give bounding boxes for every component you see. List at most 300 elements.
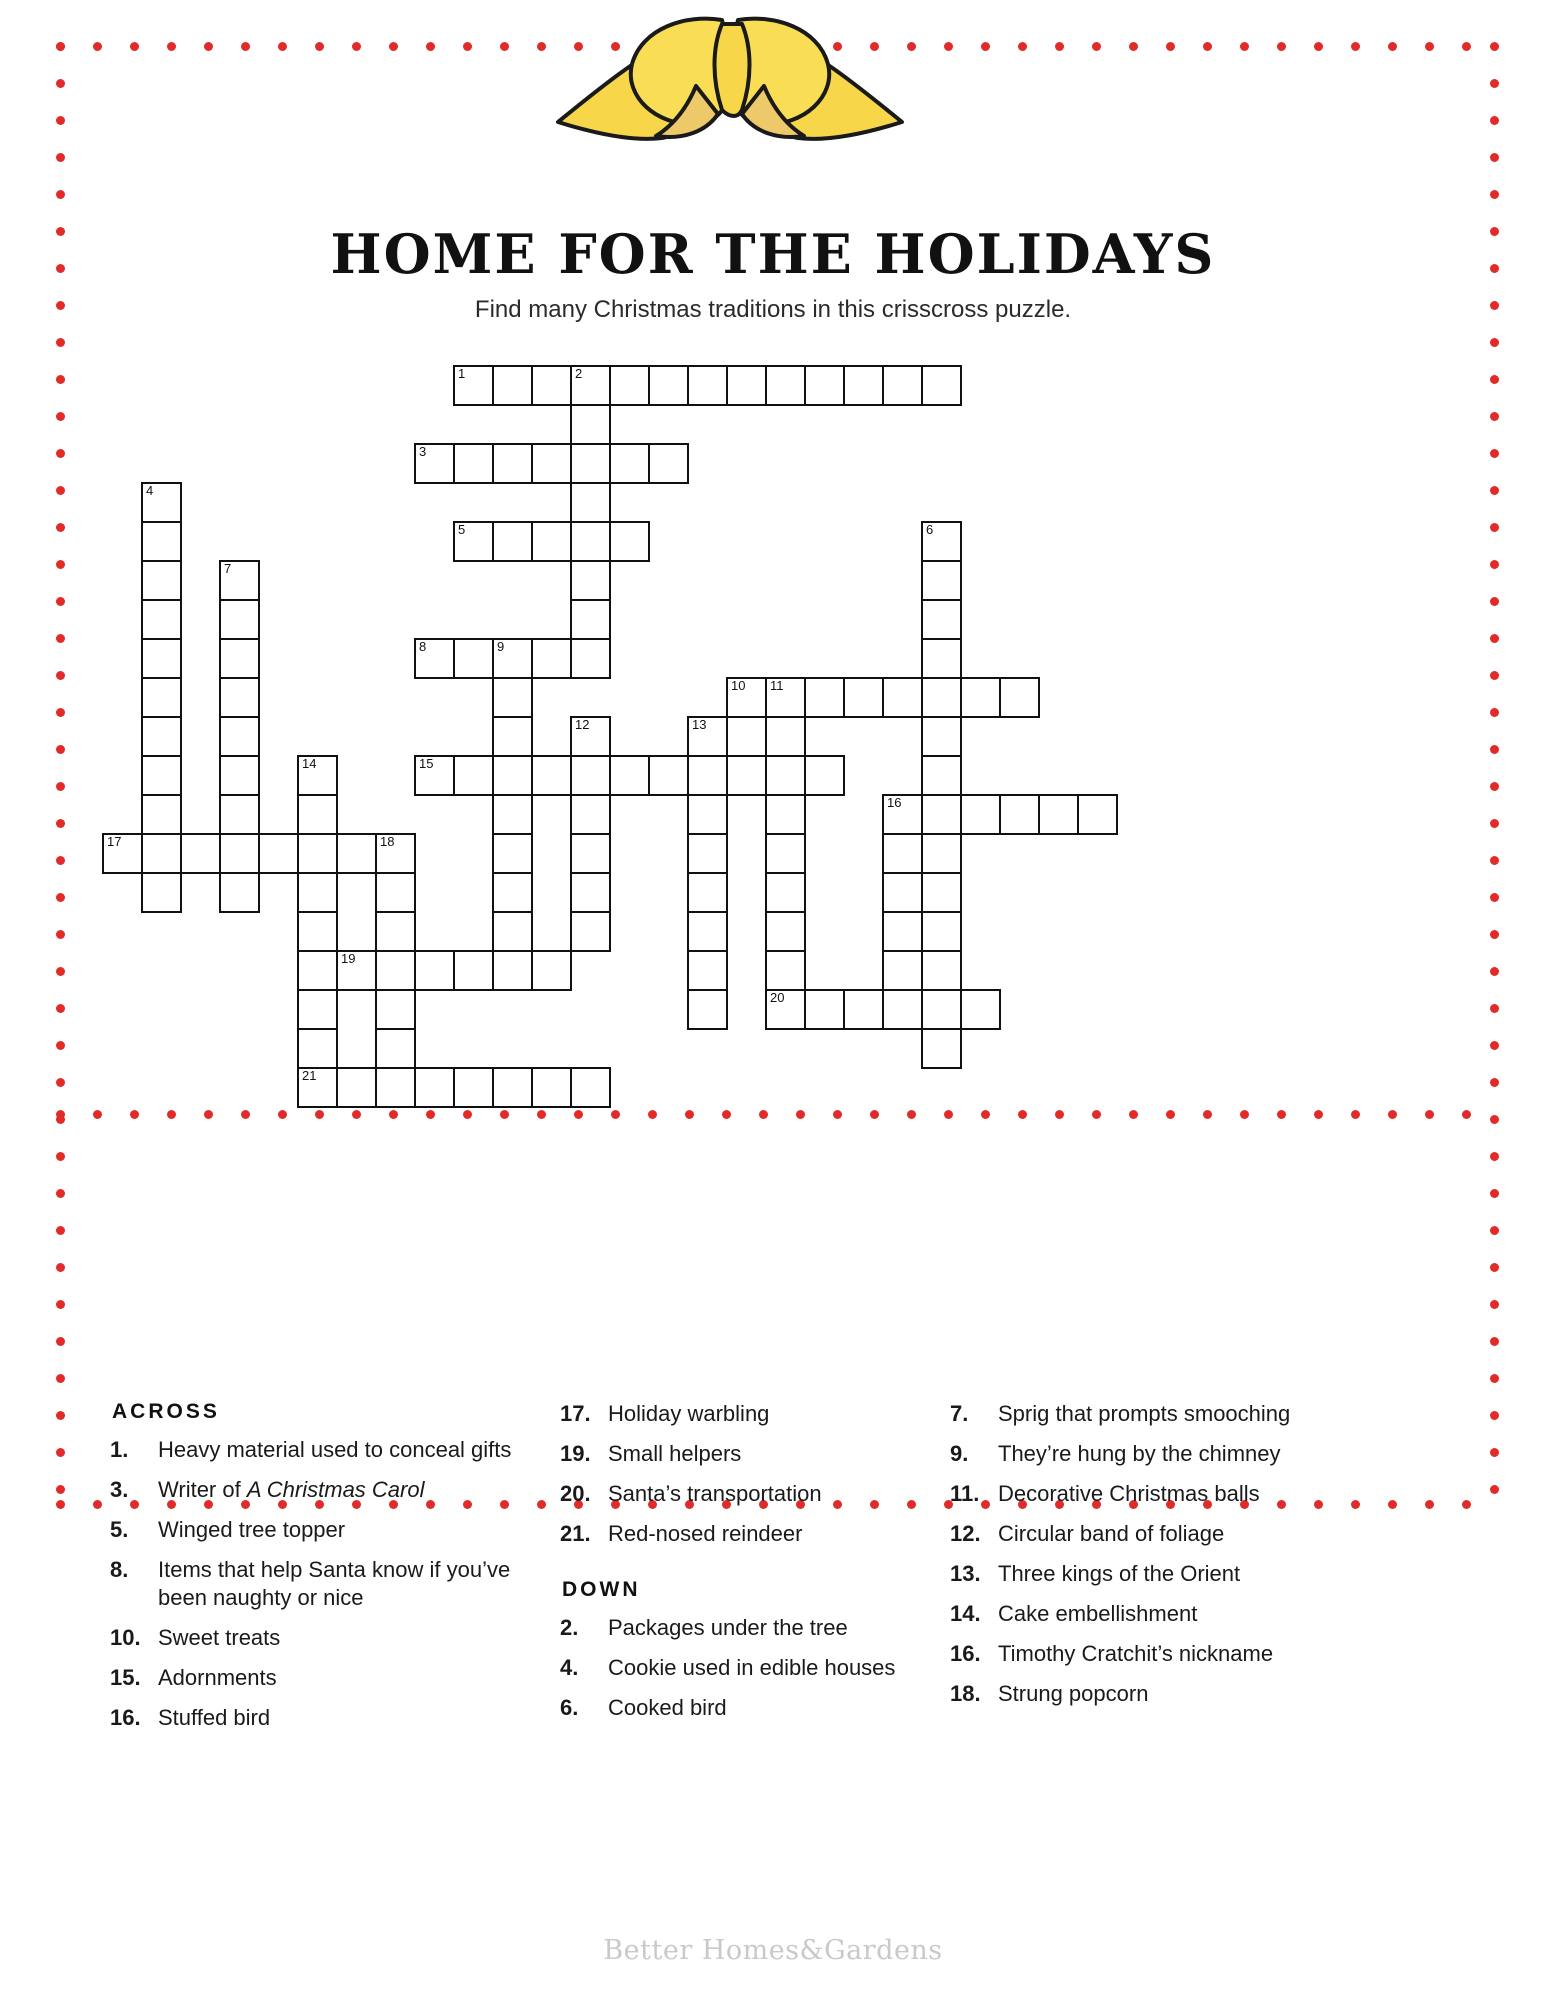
crossword-cell[interactable] bbox=[297, 833, 338, 874]
clue-item bbox=[110, 1704, 540, 1732]
border-dot bbox=[56, 190, 65, 199]
cell-number: 18 bbox=[380, 834, 395, 849]
crossword-cell[interactable] bbox=[375, 911, 416, 952]
clue-number: 5. bbox=[110, 1517, 129, 1542]
crossword-cell[interactable] bbox=[492, 794, 533, 835]
crossword-cell[interactable] bbox=[921, 950, 962, 991]
across-heading: ACROSS bbox=[112, 1400, 220, 1423]
ribbon-bow-icon bbox=[490, 14, 970, 149]
crossword-cell[interactable] bbox=[882, 950, 923, 991]
crossword-cell[interactable] bbox=[843, 365, 884, 406]
crossword-cell[interactable] bbox=[921, 365, 962, 406]
cell-number: 19 bbox=[341, 951, 356, 966]
crossword-cell[interactable] bbox=[921, 989, 962, 1030]
crossword-cell[interactable] bbox=[297, 794, 338, 835]
crossword-cell[interactable] bbox=[804, 677, 845, 718]
cell-number: 8 bbox=[419, 639, 427, 654]
crossword-cell[interactable] bbox=[141, 560, 182, 601]
crossword-cell[interactable] bbox=[297, 911, 338, 952]
clue-number: 19. bbox=[560, 1441, 591, 1466]
border-dot bbox=[241, 42, 250, 51]
crossword-cell[interactable] bbox=[609, 521, 650, 562]
crossword-cell[interactable] bbox=[843, 989, 884, 1030]
clue-number: 7. bbox=[950, 1401, 969, 1426]
border-dot bbox=[1166, 1110, 1175, 1119]
crossword-cell[interactable] bbox=[687, 911, 728, 952]
crossword-cell[interactable] bbox=[531, 443, 572, 484]
crossword-cell[interactable] bbox=[414, 755, 455, 796]
border-dot bbox=[1490, 190, 1499, 199]
crossword-cell[interactable] bbox=[492, 716, 533, 757]
crossword-cell[interactable] bbox=[921, 911, 962, 952]
border-dot bbox=[463, 42, 472, 51]
crossword-cell[interactable] bbox=[687, 872, 728, 913]
crossword-cell[interactable] bbox=[375, 833, 416, 874]
border-dot bbox=[1490, 1300, 1499, 1309]
crossword-cell[interactable] bbox=[687, 950, 728, 991]
crossword-cell[interactable] bbox=[531, 365, 572, 406]
border-dot bbox=[463, 1110, 472, 1119]
crossword-cell[interactable] bbox=[375, 1028, 416, 1069]
crossword-cell[interactable] bbox=[219, 872, 260, 913]
border-dot bbox=[648, 1110, 657, 1119]
crossword-cell[interactable] bbox=[570, 794, 611, 835]
border-dot bbox=[1425, 1500, 1434, 1509]
crossword-cell[interactable] bbox=[921, 755, 962, 796]
crossword-cell[interactable] bbox=[765, 911, 806, 952]
clue-number: 6. bbox=[560, 1695, 579, 1720]
crossword-cell[interactable] bbox=[141, 755, 182, 796]
border-dot bbox=[56, 1300, 65, 1309]
crossword-cell[interactable] bbox=[141, 482, 182, 523]
border-dot bbox=[944, 1110, 953, 1119]
crossword-cell[interactable] bbox=[921, 833, 962, 874]
border-dot bbox=[1203, 1110, 1212, 1119]
border-dot bbox=[56, 338, 65, 347]
page-subtitle: Find many Christmas traditions in this crisscross puzzle. bbox=[474, 296, 1072, 323]
border-dot bbox=[1129, 42, 1138, 51]
clue-column-3 bbox=[950, 1400, 1420, 1720]
border-dot bbox=[56, 116, 65, 125]
border-dot bbox=[1462, 1110, 1471, 1119]
clue-number: 18. bbox=[950, 1681, 981, 1706]
crossword-grid[interactable] bbox=[0, 365, 1546, 1105]
clue-number: 13. bbox=[950, 1561, 981, 1586]
crossword-cell[interactable] bbox=[570, 365, 611, 406]
clue-text: Timothy Cratchit’s nickname bbox=[998, 1641, 1274, 1666]
border-dot bbox=[315, 1110, 324, 1119]
clue-item bbox=[110, 1664, 540, 1692]
clue-number: 21. bbox=[560, 1521, 591, 1546]
border-dot bbox=[759, 1110, 768, 1119]
crossword-cell[interactable] bbox=[219, 677, 260, 718]
clue-item bbox=[950, 1520, 1420, 1548]
crossword-cell[interactable] bbox=[570, 755, 611, 796]
crossword-cell[interactable] bbox=[492, 755, 533, 796]
border-dot bbox=[352, 42, 361, 51]
crossword-cell[interactable] bbox=[804, 755, 845, 796]
border-dot bbox=[1490, 1226, 1499, 1235]
crossword-cell[interactable] bbox=[609, 365, 650, 406]
crossword-cell[interactable] bbox=[297, 1067, 338, 1108]
border-dot bbox=[1092, 42, 1101, 51]
crossword-cell[interactable] bbox=[492, 638, 533, 679]
clue-item bbox=[110, 1476, 540, 1504]
crossword-cell[interactable] bbox=[921, 794, 962, 835]
crossword-cell[interactable] bbox=[570, 521, 611, 562]
border-dot bbox=[1490, 1374, 1499, 1383]
crossword-cell[interactable] bbox=[453, 365, 494, 406]
crossword-cell[interactable] bbox=[765, 833, 806, 874]
border-dot bbox=[426, 42, 435, 51]
down-list-part2 bbox=[950, 1400, 1420, 1708]
crossword-cell[interactable] bbox=[531, 1067, 572, 1108]
crossword-cell[interactable] bbox=[609, 755, 650, 796]
crossword-cell[interactable] bbox=[336, 833, 377, 874]
cell-number: 1 bbox=[458, 366, 466, 381]
border-dot bbox=[389, 1110, 398, 1119]
cell-number: 4 bbox=[146, 483, 154, 498]
border-dot bbox=[1203, 42, 1212, 51]
crossword-cell[interactable] bbox=[726, 677, 767, 718]
crossword-cell[interactable] bbox=[297, 872, 338, 913]
crossword-cell[interactable] bbox=[453, 1067, 494, 1108]
border-dot bbox=[1490, 1189, 1499, 1198]
crossword-cell[interactable] bbox=[492, 521, 533, 562]
border-dot bbox=[500, 1110, 509, 1119]
crossword-cell[interactable] bbox=[297, 989, 338, 1030]
border-dot bbox=[56, 1226, 65, 1235]
crossword-cell[interactable] bbox=[570, 833, 611, 874]
crossword-cell[interactable] bbox=[258, 833, 299, 874]
border-dot bbox=[1490, 1485, 1499, 1494]
clue-item bbox=[560, 1614, 920, 1642]
border-dot bbox=[1018, 42, 1027, 51]
crossword-cell[interactable] bbox=[297, 1028, 338, 1069]
border-dot bbox=[56, 1263, 65, 1272]
crossword-cell[interactable] bbox=[453, 521, 494, 562]
crossword-cell[interactable] bbox=[921, 677, 962, 718]
cell-number: 7 bbox=[224, 561, 232, 576]
crossword-cell[interactable] bbox=[531, 755, 572, 796]
clue-item bbox=[560, 1480, 920, 1508]
clue-text: Stuffed bird bbox=[158, 1705, 271, 1730]
cell-number: 5 bbox=[458, 522, 466, 537]
crossword-cell[interactable] bbox=[219, 560, 260, 601]
crossword-cell[interactable] bbox=[765, 365, 806, 406]
clue-text: Adornments bbox=[158, 1665, 277, 1690]
crossword-cell[interactable] bbox=[375, 872, 416, 913]
border-dot bbox=[93, 1110, 102, 1119]
border-dot bbox=[685, 1110, 694, 1119]
crossword-cell[interactable] bbox=[414, 950, 455, 991]
border-dot bbox=[130, 42, 139, 51]
crossword-cell[interactable] bbox=[921, 638, 962, 679]
crossword-cell[interactable] bbox=[180, 833, 221, 874]
cell-number: 14 bbox=[302, 756, 317, 771]
clue-item bbox=[110, 1624, 540, 1652]
clue-text: Winged tree topper bbox=[158, 1517, 346, 1542]
crossword-cell[interactable] bbox=[453, 638, 494, 679]
crossword-cell[interactable] bbox=[570, 443, 611, 484]
crossword-cell[interactable] bbox=[882, 911, 923, 952]
crossword-cell[interactable] bbox=[141, 794, 182, 835]
border-dot bbox=[1277, 42, 1286, 51]
border-dot bbox=[1462, 42, 1471, 51]
crossword-cell[interactable] bbox=[882, 833, 923, 874]
clue-item bbox=[560, 1400, 920, 1428]
clue-item bbox=[950, 1480, 1420, 1508]
clue-text: Red-nosed reindeer bbox=[608, 1521, 803, 1546]
clue-item bbox=[950, 1560, 1420, 1588]
down-heading: DOWN bbox=[562, 1578, 641, 1601]
clue-item bbox=[560, 1654, 920, 1682]
border-dot bbox=[93, 42, 102, 51]
crossword-cell[interactable] bbox=[648, 755, 689, 796]
crossword-cell[interactable] bbox=[492, 365, 533, 406]
border-dot bbox=[537, 1110, 546, 1119]
crossword-cell[interactable] bbox=[765, 794, 806, 835]
clue-text: Three kings of the Orient bbox=[998, 1561, 1241, 1586]
crossword-cell[interactable] bbox=[414, 638, 455, 679]
crossword-cell[interactable] bbox=[219, 755, 260, 796]
border-dot bbox=[833, 1110, 842, 1119]
brand-footer: Better Homes&Gardens bbox=[603, 1935, 943, 1966]
clue-number: 8. bbox=[110, 1557, 129, 1582]
crossword-cell[interactable] bbox=[219, 638, 260, 679]
border-dot bbox=[1490, 1337, 1499, 1346]
clue-text: Circular band of foliage bbox=[998, 1521, 1225, 1546]
crossword-cell[interactable] bbox=[882, 677, 923, 718]
crossword-cell[interactable] bbox=[219, 716, 260, 757]
crossword-cell[interactable] bbox=[921, 599, 962, 640]
crossword-cell[interactable] bbox=[414, 1067, 455, 1108]
crossword-cell[interactable] bbox=[687, 794, 728, 835]
crossword-cell[interactable] bbox=[570, 599, 611, 640]
border-dot bbox=[241, 1110, 250, 1119]
clue-item bbox=[560, 1440, 920, 1468]
crossword-cell[interactable] bbox=[882, 365, 923, 406]
clue-number: 1. bbox=[110, 1437, 129, 1462]
crossword-cell[interactable] bbox=[960, 989, 1001, 1030]
clue-number: 9. bbox=[950, 1441, 969, 1466]
border-dot bbox=[1351, 1110, 1360, 1119]
clue-number: 14. bbox=[950, 1601, 981, 1626]
border-dot bbox=[56, 42, 65, 51]
crossword-cell[interactable] bbox=[453, 950, 494, 991]
cell-number: 9 bbox=[497, 639, 505, 654]
crossword-cell[interactable] bbox=[687, 755, 728, 796]
border-dot bbox=[870, 1110, 879, 1119]
clue-text: Cooked bird bbox=[608, 1695, 727, 1720]
crossword-cell[interactable] bbox=[726, 365, 767, 406]
crossword-cell[interactable] bbox=[921, 1028, 962, 1069]
crossword-cell[interactable] bbox=[687, 365, 728, 406]
crossword-cell[interactable] bbox=[102, 833, 143, 874]
crossword-cell[interactable] bbox=[687, 833, 728, 874]
border-dot bbox=[56, 1337, 65, 1346]
crossword-cell[interactable] bbox=[570, 482, 611, 523]
crossword-cell[interactable] bbox=[687, 989, 728, 1030]
crossword-cell[interactable] bbox=[882, 872, 923, 913]
crossword-cell[interactable] bbox=[921, 521, 962, 562]
border-dot bbox=[56, 1152, 65, 1161]
crossword-cell[interactable] bbox=[570, 716, 611, 757]
border-dot bbox=[796, 1110, 805, 1119]
crossword-cell[interactable] bbox=[141, 833, 182, 874]
crossword-cell[interactable] bbox=[921, 716, 962, 757]
border-dot bbox=[1490, 1448, 1499, 1457]
clue-item bbox=[950, 1400, 1420, 1428]
border-dot bbox=[1314, 1110, 1323, 1119]
border-dot bbox=[1055, 42, 1064, 51]
border-dot bbox=[56, 1485, 65, 1494]
crossword-cell[interactable] bbox=[882, 794, 923, 835]
crossword-cell[interactable] bbox=[141, 599, 182, 640]
border-dot bbox=[56, 153, 65, 162]
crossword-cell[interactable] bbox=[921, 872, 962, 913]
clue-item bbox=[950, 1600, 1420, 1628]
crossword-cell[interactable] bbox=[726, 755, 767, 796]
crossword-cell[interactable] bbox=[765, 950, 806, 991]
crossword-cell[interactable] bbox=[882, 989, 923, 1030]
crossword-cell[interactable] bbox=[960, 794, 1001, 835]
clue-item bbox=[950, 1440, 1420, 1468]
crossword-cell[interactable] bbox=[492, 833, 533, 874]
border-dot bbox=[1490, 1152, 1499, 1161]
border-dot bbox=[56, 1448, 65, 1457]
border-dot bbox=[981, 42, 990, 51]
crossword-cell[interactable] bbox=[1077, 794, 1118, 835]
border-dot bbox=[167, 1110, 176, 1119]
border-dot bbox=[1277, 1110, 1286, 1119]
clue-text: Sprig that prompts smooching bbox=[998, 1401, 1291, 1426]
crossword-cell[interactable] bbox=[492, 911, 533, 952]
crossword-cell[interactable] bbox=[570, 911, 611, 952]
crossword-cell[interactable] bbox=[1038, 794, 1079, 835]
crossword-cell[interactable] bbox=[765, 872, 806, 913]
crossword-cell[interactable] bbox=[492, 872, 533, 913]
border-dot bbox=[1092, 1110, 1101, 1119]
crossword-cell[interactable] bbox=[336, 950, 377, 991]
crossword-cell[interactable] bbox=[375, 950, 416, 991]
crossword-cell[interactable] bbox=[843, 677, 884, 718]
crossword-cell[interactable] bbox=[492, 1067, 533, 1108]
crossword-cell[interactable] bbox=[531, 638, 572, 679]
crossword-cell[interactable] bbox=[492, 443, 533, 484]
border-dot bbox=[1490, 1411, 1499, 1420]
cell-number: 13 bbox=[692, 717, 707, 732]
clue-number: 12. bbox=[950, 1521, 981, 1546]
border-dot bbox=[574, 1110, 583, 1119]
crossword-cell[interactable] bbox=[492, 950, 533, 991]
clue-text: Small helpers bbox=[608, 1441, 742, 1466]
crossword-cell[interactable] bbox=[531, 950, 572, 991]
crossword-cell[interactable] bbox=[804, 989, 845, 1030]
crossword-cell[interactable] bbox=[453, 755, 494, 796]
border-dot bbox=[56, 1411, 65, 1420]
crossword-cell[interactable] bbox=[531, 521, 572, 562]
border-dot bbox=[1490, 153, 1499, 162]
crossword-cell[interactable] bbox=[804, 365, 845, 406]
crossword-cell[interactable] bbox=[219, 833, 260, 874]
border-dot bbox=[1490, 79, 1499, 88]
cell-number: 12 bbox=[575, 717, 590, 732]
border-dot bbox=[56, 1374, 65, 1383]
border-dot bbox=[722, 1110, 731, 1119]
crossword-cell[interactable] bbox=[648, 365, 689, 406]
cell-number: 21 bbox=[302, 1068, 317, 1083]
crossword-cell[interactable] bbox=[570, 404, 611, 445]
border-dot bbox=[1490, 1115, 1499, 1124]
across-list-part2 bbox=[560, 1400, 920, 1548]
crossword-cell[interactable] bbox=[999, 677, 1040, 718]
crossword-cell[interactable] bbox=[219, 794, 260, 835]
crossword-cell[interactable] bbox=[141, 716, 182, 757]
border-dot bbox=[1490, 42, 1499, 51]
crossword-cell[interactable] bbox=[336, 1067, 377, 1108]
border-dot bbox=[56, 1189, 65, 1198]
crossword-cell[interactable] bbox=[570, 1067, 611, 1108]
cell-number: 20 bbox=[770, 990, 785, 1005]
clue-item bbox=[110, 1436, 540, 1464]
clue-column-2 bbox=[560, 1400, 920, 1734]
crossword-cell[interactable] bbox=[141, 638, 182, 679]
crossword-cell[interactable] bbox=[570, 560, 611, 601]
border-dot bbox=[1351, 42, 1360, 51]
border-dot bbox=[315, 42, 324, 51]
crossword-cell[interactable] bbox=[609, 443, 650, 484]
crossword-cell[interactable] bbox=[414, 443, 455, 484]
crossword-cell[interactable] bbox=[765, 716, 806, 757]
border-dot bbox=[204, 42, 213, 51]
clue-number: 20. bbox=[560, 1481, 591, 1506]
clue-text: Cake embellishment bbox=[998, 1601, 1198, 1626]
crossword-cell[interactable] bbox=[375, 1067, 416, 1108]
clue-number: 3. bbox=[110, 1477, 129, 1502]
crossword-cell[interactable] bbox=[375, 989, 416, 1030]
crossword-cell[interactable] bbox=[453, 443, 494, 484]
crossword-cell[interactable] bbox=[141, 677, 182, 718]
crossword-cell[interactable] bbox=[570, 638, 611, 679]
crossword-cell[interactable] bbox=[570, 872, 611, 913]
crossword-cell[interactable] bbox=[141, 521, 182, 562]
crossword-cell[interactable] bbox=[765, 755, 806, 796]
clue-text: Holiday warbling bbox=[608, 1401, 770, 1426]
clue-number: 16. bbox=[950, 1641, 981, 1666]
crossword-cell[interactable] bbox=[765, 677, 806, 718]
page-title: HOME FOR THE HOLIDAYS bbox=[330, 222, 1216, 286]
crossword-cell[interactable] bbox=[297, 950, 338, 991]
cell-number: 16 bbox=[887, 795, 902, 810]
crossword-cell[interactable] bbox=[921, 560, 962, 601]
border-dot bbox=[1388, 42, 1397, 51]
border-dot bbox=[278, 42, 287, 51]
border-dot bbox=[907, 1110, 916, 1119]
crossword-cell[interactable] bbox=[765, 989, 806, 1030]
crossword-cell[interactable] bbox=[648, 443, 689, 484]
crossword-cell[interactable] bbox=[999, 794, 1040, 835]
crossword-cell[interactable] bbox=[297, 755, 338, 796]
clue-text: Writer of A Christmas Carol bbox=[158, 1477, 425, 1502]
crossword-cell[interactable] bbox=[687, 716, 728, 757]
border-dot bbox=[56, 1500, 65, 1509]
crossword-cell[interactable] bbox=[141, 872, 182, 913]
crossword-cell[interactable] bbox=[219, 599, 260, 640]
crossword-cell[interactable] bbox=[492, 677, 533, 718]
border-dot bbox=[352, 1110, 361, 1119]
crossword-cell[interactable] bbox=[960, 677, 1001, 718]
